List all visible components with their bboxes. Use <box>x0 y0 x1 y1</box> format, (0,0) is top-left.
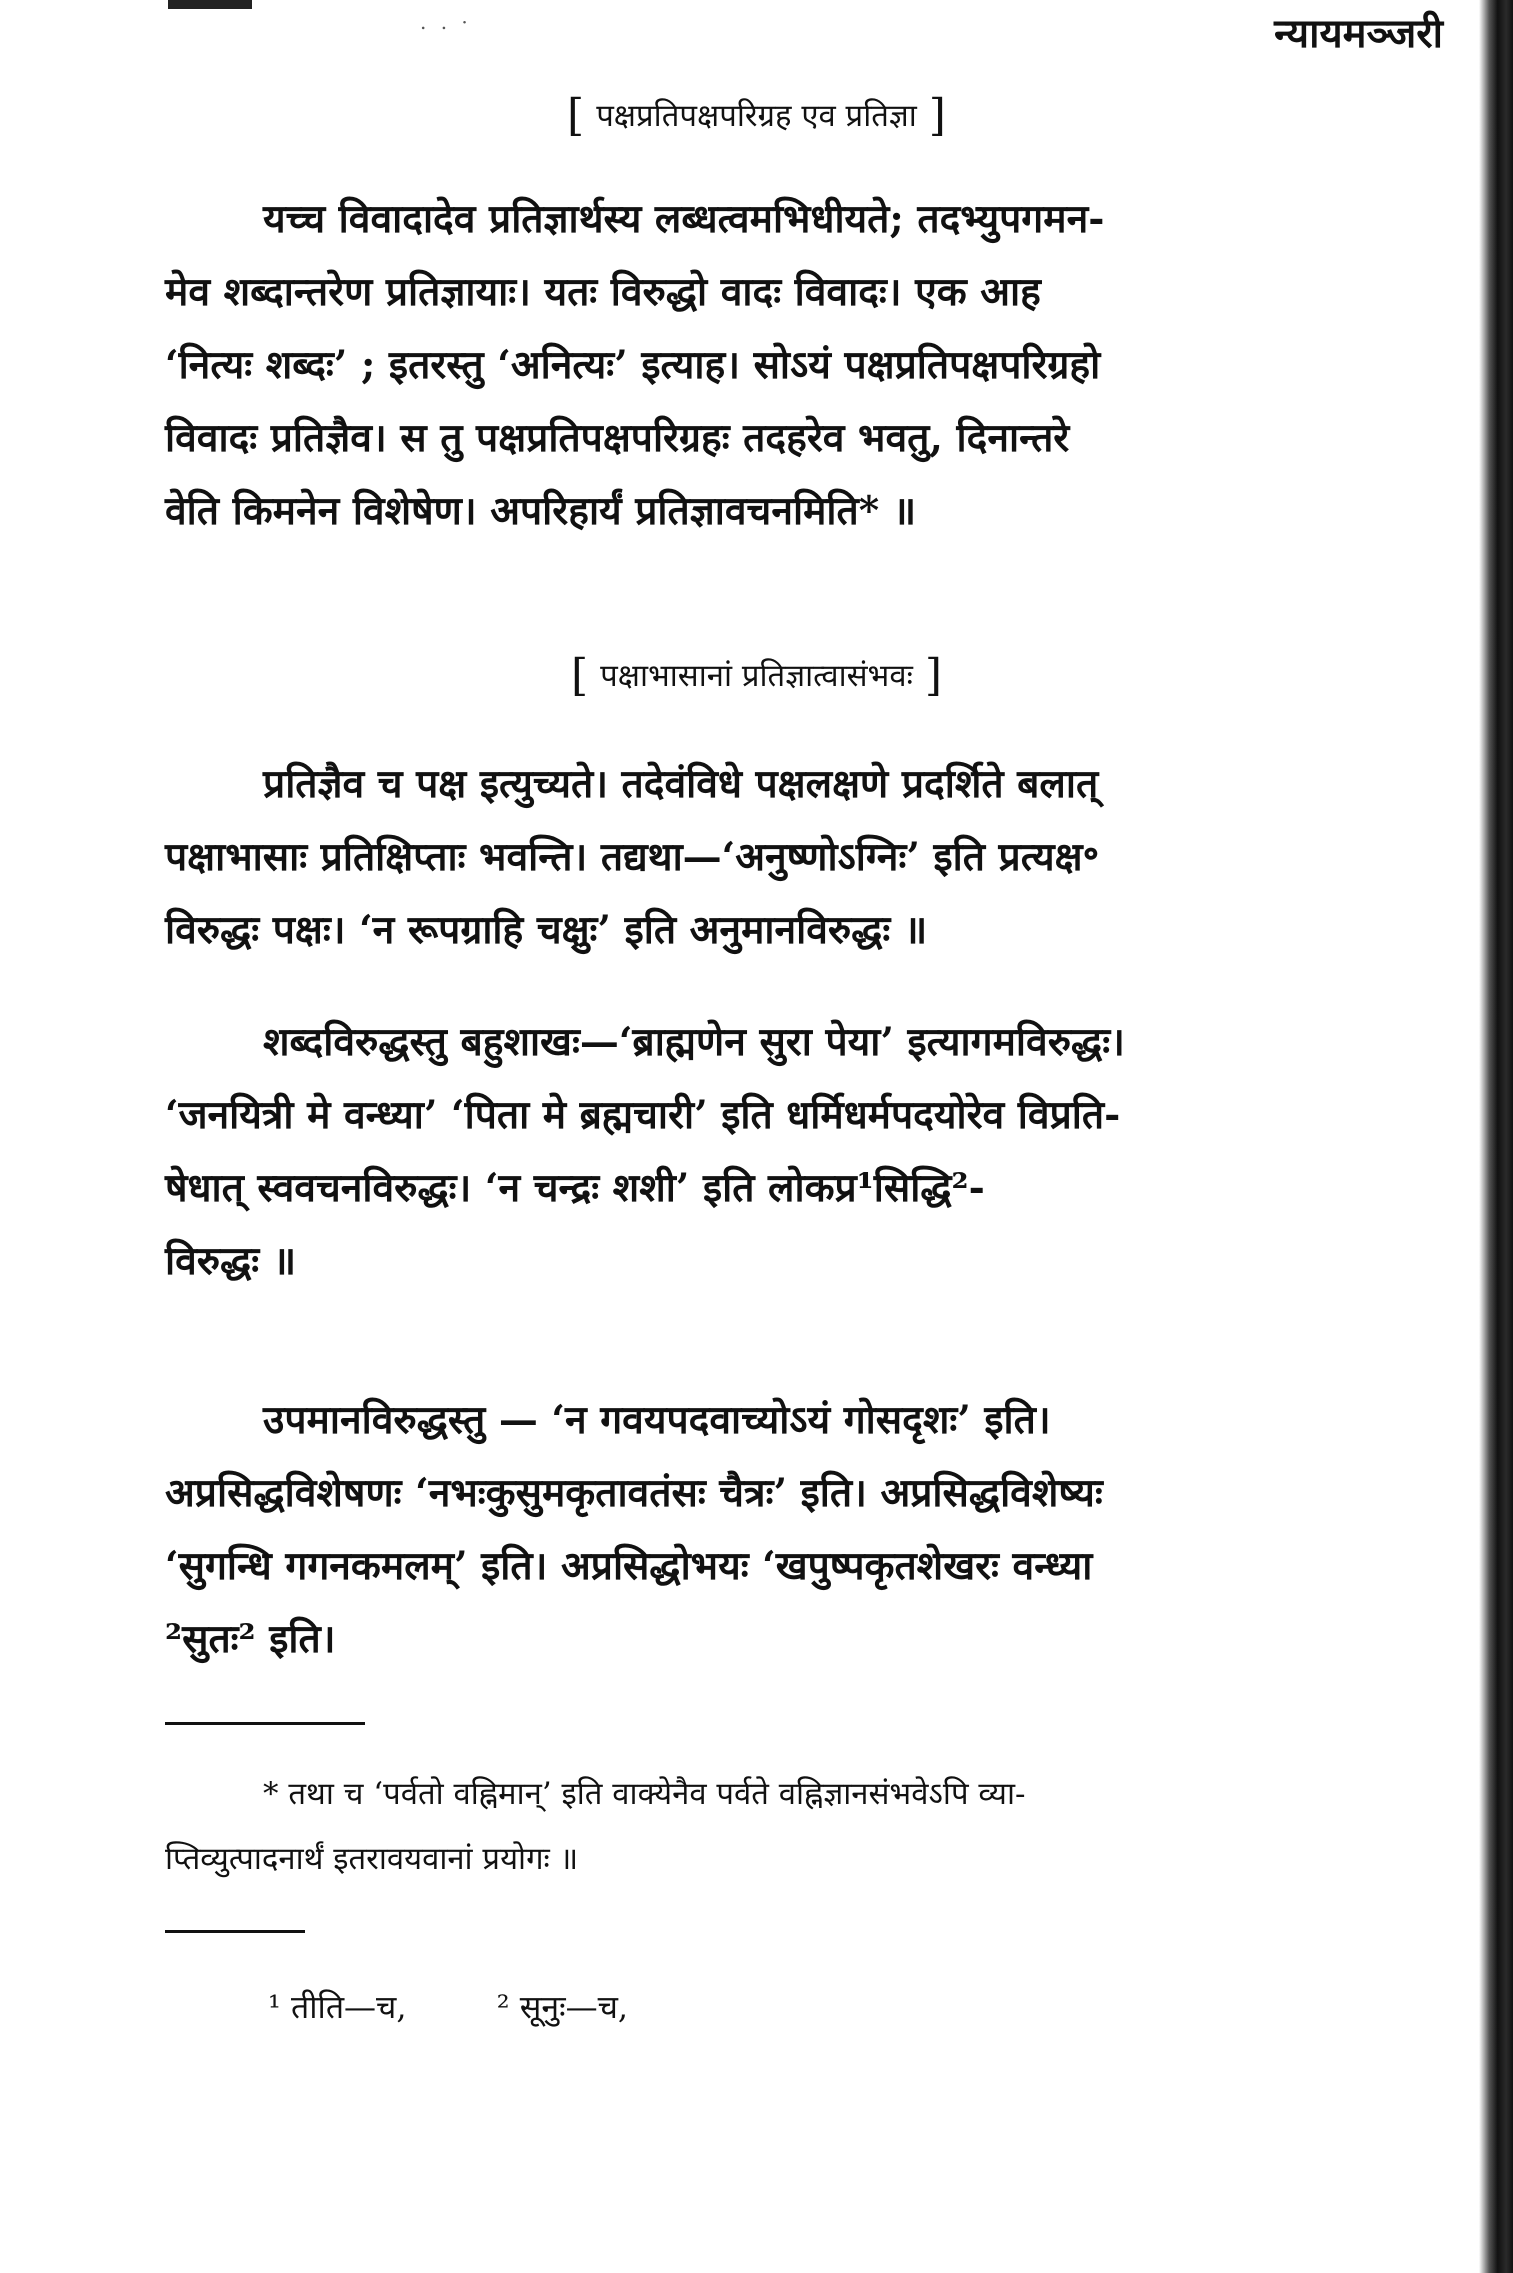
paragraph-line: ‘जनयित्री मे वन्ध्या’ ‘पिता मे ब्रह्मचारी’ इति धर्मिधर्मपदयोरेव विप्रति- <box>165 1092 1121 1138</box>
paragraph-line: ‘नित्यः शब्दः’ ; इतरस्तु ‘अनित्यः’ इत्याह। सोऽयं पक्षप्रतिपक्षपरिग्रहो <box>165 342 1101 388</box>
variants-rule <box>165 1930 305 1933</box>
paragraph-line: प्रतिज्ञैव च पक्ष इत्युच्यते। तदेवंविधे पक्षलक्षणे प्रदर्शिते बलात् <box>263 761 1099 807</box>
page-number-fragment <box>168 0 252 9</box>
paragraph-3 <box>165 1006 1375 1298</box>
paragraph-line: यच्च विवादादेव प्रतिज्ञार्थस्य लब्धत्वमभिधीयते; तदभ्युपगमन- <box>263 196 1105 242</box>
bracket-close: ] <box>928 90 946 141</box>
paragraph-line: विरुद्धः ॥ <box>165 1238 297 1284</box>
paragraph-line: अप्रसिद्धविशेषणः ‘नभःकुसुमकृतावतंसः चैत्रः’ इति। अप्रसिद्धविशेष्यः <box>165 1470 1103 1516</box>
variant-reading-2: ² सूनुः—च, <box>496 1988 629 2026</box>
paragraph-line: विरुद्धः पक्षः। ‘न रूपग्राहि चक्षुः’ इति अनुमानविरुद्धः ॥ <box>165 907 928 953</box>
bracket-open: [ <box>567 90 585 141</box>
bracket-close: ] <box>924 650 943 701</box>
paragraph-line: शब्दविरुद्धस्तु बहुशाखः—‘ब्राह्मणेन सुरा पेया’ इत्यागमविरुद्धः। <box>263 1019 1125 1065</box>
variant-readings <box>268 1985 708 2028</box>
variant-reading-1: ¹ तीति—च, <box>268 1988 407 2026</box>
paragraph-line: षेधात् स्ववचनविरुद्धः। ‘न चन्द्रः शशी’ इति लोकप्र¹सिद्धि²- <box>165 1165 985 1211</box>
running-head: न्यायमञ्जरी <box>1274 10 1443 57</box>
footnote <box>165 1762 1375 1892</box>
bracket-open: [ <box>570 650 589 701</box>
paragraph-line: वेति किमनेन विशेषेण। अपरिहार्यं प्रतिज्ञावचनमिति* ॥ <box>165 488 917 534</box>
scan-binding-edge <box>1479 0 1513 2273</box>
paragraph-1 <box>165 183 1375 548</box>
paragraph-4 <box>165 1384 1375 1676</box>
footnote-line: प्तिव्युत्पादनार्थं इतरावयवानां प्रयोगः ॥ <box>165 1841 579 1877</box>
section-heading-2 <box>0 650 1513 701</box>
paragraph-2 <box>165 748 1375 967</box>
paragraph-line: उपमानविरुद्धस्तु — ‘न गवयपदवाच्योऽयं गोसदृशः’ इति। <box>263 1397 1051 1443</box>
paragraph-line: ²सुतः² इति। <box>165 1616 336 1662</box>
scan-speck: . . · <box>420 10 472 34</box>
section-heading-1-text: पक्षप्रतिपक्षपरिग्रह एव प्रतिज्ञा <box>596 98 917 134</box>
paragraph-line: विवादः प्रतिज्ञैव। स तु पक्षप्रतिपक्षपरिग्रहः तदहरेव भवतु, दिनान्तरे <box>165 415 1070 461</box>
paragraph-line: पक्षाभासाः प्रतिक्षिप्ताः भवन्ति। तद्यथा—‘अनुष्णोऽग्निः’ इति प्रत्यक्ष॰ <box>165 834 1100 880</box>
paragraph-line: ‘सुगन्धि गगनकमलम्’ इति। अप्रसिद्धोभयः ‘खपुष्पकृतशेखरः वन्ध्या <box>165 1543 1093 1589</box>
footnote-rule <box>165 1722 365 1725</box>
paragraph-line: मेव शब्दान्तरेण प्रतिज्ञायाः। यतः विरुद्धो वादः विवादः। एक आह <box>165 269 1041 315</box>
footnote-line: * तथा च ‘पर्वतो वह्निमान्’ इति वाक्येनैव पर्वते वह्निज्ञानसंभवेऽपि व्या- <box>263 1776 1026 1812</box>
section-heading-1 <box>0 90 1513 141</box>
section-heading-2-text: पक्षाभासानां प्रतिज्ञात्वासंभवः <box>600 658 913 694</box>
